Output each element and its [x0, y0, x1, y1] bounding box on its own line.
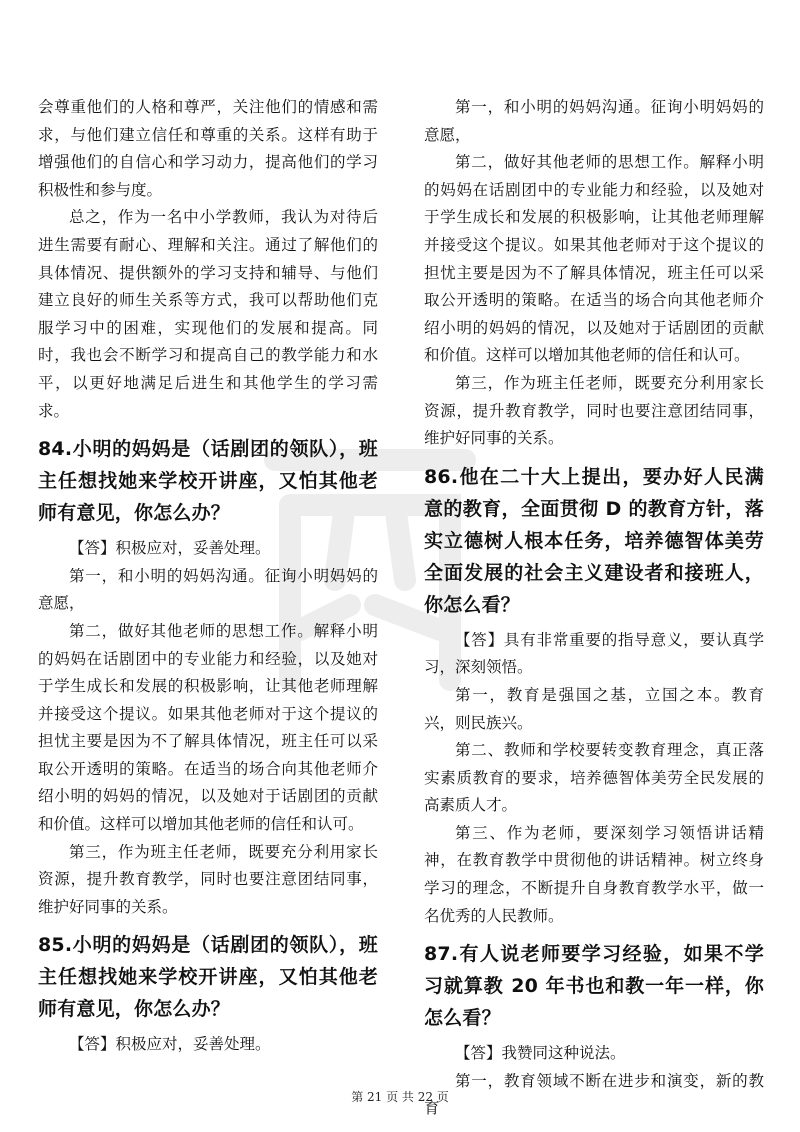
paragraph: 第三，作为班主任老师，既要充分利用家长资源，提升教育教学，同时也要注意团结同事，维护好同事的关系。: [38, 842, 378, 916]
paragraph: 第二，做好其他老师的思想工作。解释小明的妈妈在话剧团中的专业能力和经验，以及她对于学生成长和发展的积极影响，让其他老师理解并接受这个提议。如果其他老师对于这个提议的担忧主要是因为不了解具体情况，班主任可以采取公开透明的策略。在适当的场合向其他老师介绍小明的妈妈的情况，以及她对于话剧团的贡献和价值。这样可以增加其他老师的信任和认可。: [38, 621, 378, 834]
paragraph: 第二、教师和学校要转变教育理念，真正落实素质教育的要求，培养德智体美劳全民发展的高素质人才。: [424, 741, 764, 815]
paragraph: 第三，作为班主任老师，既要充分利用家长资源，提升教育教学，同时也要注意团结同事，维护好同事的关系。: [424, 373, 764, 448]
paragraph: 第一，教育是强国之基，立国之本。教育兴，则民族兴。: [424, 685, 764, 732]
answer-summary: 【答】我赞同这种说法。: [455, 1044, 626, 1063]
question-85-heading: 85.小明的妈妈是（话剧团的领队），班主任想找她来学校开讲座，又怕其他老师有意见，你怎么办？: [38, 934, 378, 1021]
question-84-heading: 84.小明的妈妈是（话剧团的领队），班主任想找她来学校开讲座，又怕其他老师有意见，你怎么办？: [38, 438, 378, 525]
paragraph: 第一，和小明的妈妈沟通。征询小明妈妈的意愿，: [38, 566, 378, 613]
answer-summary: 【答】积极应对，妥善处理。: [69, 539, 271, 558]
answer-summary: 【答】具有非常重要的指导意义，要认真学习，深刻领悟。: [424, 630, 764, 677]
paragraph: 会尊重他们的人格和尊严，关注他们的情感和需求，与他们建立信任和尊重的关系。这样有助于增强他们的自信心和学习动力，提高他们的学习积极性和参与度。: [38, 98, 378, 199]
question-87-heading: 87.有人说老师要学习经验，如果不学习就算教 20 年书也和教一年一样，你怎么看？: [424, 943, 764, 1030]
answer-summary: 【答】积极应对，妥善处理。: [69, 1035, 271, 1054]
paragraph: 第一，教育领域不断在进步和演变，新的教育: [424, 1071, 764, 1118]
question-86-heading: 86.他在二十大上提出，要办好人民满意的教育，全面贯彻 D 的教育方针，落实立德树人根本任务，培养德智体美劳全面发展的社会主义建设者和接班人，你怎么看？: [424, 465, 764, 616]
paragraph: 第三、作为老师，要深刻学习领悟讲话精神，在教育教学中贯彻他的讲话精神。树立终身学习的理念，不断提升自身教育教学水平，做一名优秀的人民教师。: [424, 823, 764, 925]
right-column: [424, 94, 764, 1123]
paragraph: 总之，作为一名中小学教师，我认为对待后进生需要有耐心、理解和关注。通过了解他们的具体情况、提供额外的学习支持和辅导、与他们建立良好的师生关系等方式，我可以帮助他们克服学习中的困难，实现他们的发展和提高。同时，我也会不断学习和提高自己的教学能力和水平，以更好地满足后进生和其他学生的学习需求。: [38, 208, 378, 420]
paragraph: 第一，和小明的妈妈沟通。征询小明妈妈的意愿，: [424, 98, 764, 144]
paragraph: 第二，做好其他老师的思想工作。解释小明的妈妈在话剧团中的专业能力和经验，以及她对于学生成长和发展的积极影响，让其他老师理解并接受这个提议。如果其他老师对于这个提议的担忧主要是因为不了解具体情况，班主任可以采取公开透明的策略。在适当的场合向其他老师介绍小明的妈妈的情况，以及她对于话剧团的贡献和价值。这样可以增加其他老师的信任和认可。: [424, 153, 764, 365]
left-column: [38, 94, 378, 1059]
page-number-footer: 第 21 页 共 22 页: [351, 1090, 449, 1104]
